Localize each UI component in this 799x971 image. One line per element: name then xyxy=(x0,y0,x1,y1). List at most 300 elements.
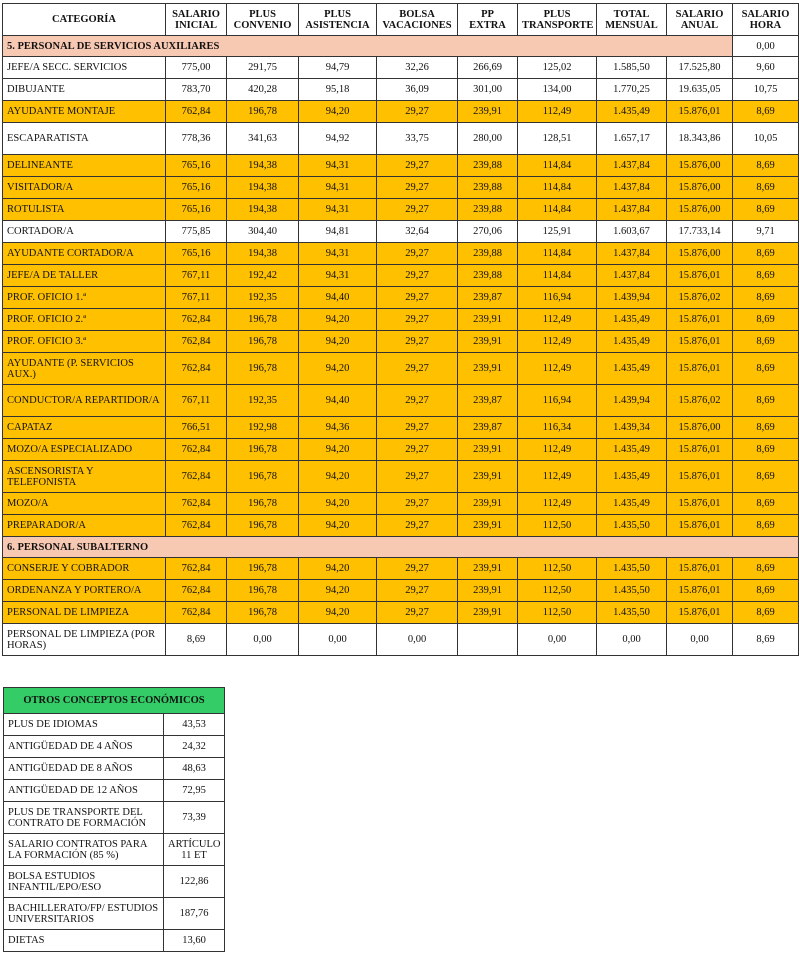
table-row xyxy=(3,57,799,79)
value-cell: 29,27 xyxy=(377,199,458,221)
value-cell: 29,27 xyxy=(377,602,458,624)
value-cell: 239,88 xyxy=(458,243,518,265)
value-cell: 1.437,84 xyxy=(597,177,667,199)
value-cell: 239,91 xyxy=(458,101,518,123)
value-cell: 15.876,00 xyxy=(667,417,733,439)
value-cell: 1.770,25 xyxy=(597,79,667,101)
value-cell: 765,16 xyxy=(166,199,227,221)
value-cell: 112,50 xyxy=(518,558,597,580)
value-cell: 94,81 xyxy=(299,221,377,243)
value-cell: 8,69 xyxy=(733,461,799,493)
category-cell: JEFE/A DE TALLER xyxy=(3,265,166,287)
value-cell: 1.439,94 xyxy=(597,385,667,417)
value-cell: 239,87 xyxy=(458,385,518,417)
table-row xyxy=(3,177,799,199)
value-cell: 239,88 xyxy=(458,155,518,177)
value-cell: 341,63 xyxy=(227,123,299,155)
value-cell: 239,88 xyxy=(458,265,518,287)
value-cell: 112,49 xyxy=(518,461,597,493)
value-cell: 112,49 xyxy=(518,493,597,515)
value-cell: 94,79 xyxy=(299,57,377,79)
value-cell: 94,31 xyxy=(299,155,377,177)
value-cell: 125,02 xyxy=(518,57,597,79)
value-cell: 775,00 xyxy=(166,57,227,79)
value-cell: 29,27 xyxy=(377,515,458,537)
value-cell: 15.876,01 xyxy=(667,493,733,515)
value-cell: 94,20 xyxy=(299,331,377,353)
value-cell: 1.435,49 xyxy=(597,101,667,123)
concept-label: DIETAS xyxy=(4,930,164,952)
value-cell: 194,38 xyxy=(227,199,299,221)
value-cell: 239,91 xyxy=(458,331,518,353)
value-cell: 15.876,01 xyxy=(667,461,733,493)
category-cell: MOZO/A ESPECIALIZADO xyxy=(3,439,166,461)
concept-label: ANTIGÜEDAD DE 12 AÑOS xyxy=(4,780,164,802)
header-plus-asistencia: PLUS ASISTENCIA xyxy=(299,4,377,36)
value-cell: 8,69 xyxy=(733,331,799,353)
value-cell: 266,69 xyxy=(458,57,518,79)
table-row xyxy=(3,493,799,515)
header-bolsa-vacaciones: BOLSA VACACIONES xyxy=(377,4,458,36)
value-cell: 32,26 xyxy=(377,57,458,79)
value-cell: 94,20 xyxy=(299,309,377,331)
value-cell: 0,00 xyxy=(299,624,377,656)
category-cell: ROTULISTA xyxy=(3,199,166,221)
value-cell: 29,27 xyxy=(377,309,458,331)
value-cell: 762,84 xyxy=(166,309,227,331)
value-cell: 767,11 xyxy=(166,287,227,309)
header-categoria: CATEGORÍA xyxy=(3,4,166,36)
section-title: 6. PERSONAL SUBALTERNO xyxy=(3,537,799,558)
category-cell: JEFE/A SECC. SERVICIOS xyxy=(3,57,166,79)
value-cell: 29,27 xyxy=(377,417,458,439)
value-cell: 0,00 xyxy=(667,624,733,656)
value-cell: 766,51 xyxy=(166,417,227,439)
concept-value: ARTÍCULO 11 ET xyxy=(164,834,225,866)
value-cell: 1.657,17 xyxy=(597,123,667,155)
value-cell: 1.435,50 xyxy=(597,558,667,580)
value-cell: 239,91 xyxy=(458,558,518,580)
value-cell: 239,87 xyxy=(458,287,518,309)
value-cell: 304,40 xyxy=(227,221,299,243)
value-cell: 8,69 xyxy=(733,417,799,439)
salary-table-body xyxy=(3,36,799,656)
table-row xyxy=(3,331,799,353)
table-row xyxy=(3,79,799,101)
value-cell: 32,64 xyxy=(377,221,458,243)
value-cell: 1.439,94 xyxy=(597,287,667,309)
value-cell: 112,50 xyxy=(518,580,597,602)
value-cell: 8,69 xyxy=(733,515,799,537)
value-cell: 116,34 xyxy=(518,417,597,439)
value-cell: 29,27 xyxy=(377,493,458,515)
list-item xyxy=(4,930,225,952)
value-cell: 8,69 xyxy=(733,353,799,385)
value-cell: 15.876,01 xyxy=(667,439,733,461)
list-item xyxy=(4,898,225,930)
value-cell: 10,05 xyxy=(733,123,799,155)
value-cell: 0,00 xyxy=(597,624,667,656)
header-total-mensual: TOTAL MENSUAL xyxy=(597,4,667,36)
category-cell: DELINEANTE xyxy=(3,155,166,177)
table-row xyxy=(3,265,799,287)
value-cell: 196,78 xyxy=(227,309,299,331)
value-cell: 8,69 xyxy=(733,243,799,265)
concept-label: BOLSA ESTUDIOS INFANTIL/EPO/ESO xyxy=(4,866,164,898)
value-cell: 29,27 xyxy=(377,331,458,353)
value-cell: 15.876,01 xyxy=(667,265,733,287)
value-cell: 765,16 xyxy=(166,155,227,177)
value-cell: 116,94 xyxy=(518,287,597,309)
section-header-5 xyxy=(3,36,799,57)
value-cell: 762,84 xyxy=(166,580,227,602)
value-cell: 196,78 xyxy=(227,461,299,493)
table-row xyxy=(3,461,799,493)
value-cell: 15.876,01 xyxy=(667,580,733,602)
table-row xyxy=(3,417,799,439)
other-concepts-table xyxy=(3,687,225,952)
value-cell: 15.876,00 xyxy=(667,155,733,177)
value-cell: 15.876,01 xyxy=(667,331,733,353)
value-cell: 29,27 xyxy=(377,385,458,417)
concept-value: 72,95 xyxy=(164,780,225,802)
value-cell: 280,00 xyxy=(458,123,518,155)
value-cell: 762,84 xyxy=(166,353,227,385)
value-cell: 94,31 xyxy=(299,265,377,287)
value-cell: 19.635,05 xyxy=(667,79,733,101)
value-cell: 29,27 xyxy=(377,265,458,287)
value-cell: 29,27 xyxy=(377,580,458,602)
value-cell: 114,84 xyxy=(518,265,597,287)
value-cell: 94,31 xyxy=(299,199,377,221)
value-cell: 15.876,00 xyxy=(667,199,733,221)
value-cell: 15.876,01 xyxy=(667,353,733,385)
concept-value: 48,63 xyxy=(164,758,225,780)
value-cell: 125,91 xyxy=(518,221,597,243)
value-cell: 15.876,01 xyxy=(667,101,733,123)
value-cell: 1.435,50 xyxy=(597,515,667,537)
value-cell: 767,11 xyxy=(166,265,227,287)
value-cell: 112,49 xyxy=(518,309,597,331)
value-cell: 1.437,84 xyxy=(597,155,667,177)
value-cell: 8,69 xyxy=(733,199,799,221)
table-row xyxy=(3,353,799,385)
value-cell: 1.437,84 xyxy=(597,265,667,287)
value-cell: 29,27 xyxy=(377,439,458,461)
value-cell: 239,91 xyxy=(458,602,518,624)
concept-label: SALARIO CONTRATOS PARA LA FORMACIÓN (85 %) xyxy=(4,834,164,866)
value-cell: 114,84 xyxy=(518,199,597,221)
value-cell: 762,84 xyxy=(166,331,227,353)
value-cell: 0,00 xyxy=(377,624,458,656)
other-concepts-body xyxy=(4,714,225,952)
value-cell: 239,87 xyxy=(458,417,518,439)
value-cell: 1.435,49 xyxy=(597,439,667,461)
value-cell: 94,92 xyxy=(299,123,377,155)
other-concepts-title: OTROS CONCEPTOS ECONÓMICOS xyxy=(4,688,225,714)
value-cell: 8,69 xyxy=(733,309,799,331)
value-cell: 94,36 xyxy=(299,417,377,439)
category-cell: CORTADOR/A xyxy=(3,221,166,243)
value-cell: 8,69 xyxy=(166,624,227,656)
list-item xyxy=(4,866,225,898)
category-cell: ASCENSORISTA Y TELEFONISTA xyxy=(3,461,166,493)
header-salario-anual: SALARIO ANUAL xyxy=(667,4,733,36)
table-row xyxy=(3,580,799,602)
value-cell: 94,20 xyxy=(299,439,377,461)
value-cell: 36,09 xyxy=(377,79,458,101)
value-cell: 775,85 xyxy=(166,221,227,243)
value-cell: 196,78 xyxy=(227,493,299,515)
value-cell: 192,42 xyxy=(227,265,299,287)
table-row xyxy=(3,287,799,309)
value-cell: 116,94 xyxy=(518,385,597,417)
value-cell: 29,27 xyxy=(377,287,458,309)
concept-value: 13,60 xyxy=(164,930,225,952)
section-title: 5. PERSONAL DE SERVICIOS AUXILIARES xyxy=(3,36,733,57)
section-hour-value: 0,00 xyxy=(733,36,799,57)
concept-label: ANTIGÜEDAD DE 4 AÑOS xyxy=(4,736,164,758)
category-cell: CONSERJE Y COBRADOR xyxy=(3,558,166,580)
category-cell: PROF. OFICIO 2.ª xyxy=(3,309,166,331)
value-cell: 196,78 xyxy=(227,515,299,537)
value-cell: 8,69 xyxy=(733,287,799,309)
value-cell: 196,78 xyxy=(227,439,299,461)
value-cell: 94,20 xyxy=(299,461,377,493)
category-cell: AYUDANTE (P. SERVICIOS AUX.) xyxy=(3,353,166,385)
value-cell: 94,31 xyxy=(299,177,377,199)
value-cell: 112,50 xyxy=(518,602,597,624)
value-cell: 194,38 xyxy=(227,155,299,177)
value-cell: 0,00 xyxy=(518,624,597,656)
value-cell: 9,60 xyxy=(733,57,799,79)
value-cell xyxy=(458,624,518,656)
value-cell: 1.435,49 xyxy=(597,493,667,515)
value-cell: 239,88 xyxy=(458,177,518,199)
category-cell: CONDUCTOR/A REPARTIDOR/A xyxy=(3,385,166,417)
value-cell: 134,00 xyxy=(518,79,597,101)
value-cell: 8,69 xyxy=(733,177,799,199)
value-cell: 15.876,00 xyxy=(667,243,733,265)
value-cell: 196,78 xyxy=(227,602,299,624)
value-cell: 29,27 xyxy=(377,177,458,199)
salary-table xyxy=(2,3,799,656)
value-cell: 1.435,49 xyxy=(597,353,667,385)
value-cell: 112,49 xyxy=(518,331,597,353)
value-cell: 29,27 xyxy=(377,558,458,580)
value-cell: 239,91 xyxy=(458,439,518,461)
concept-label: BACHILLERATO/FP/ ESTUDIOS UNIVERSITARIOS xyxy=(4,898,164,930)
value-cell: 29,27 xyxy=(377,461,458,493)
value-cell: 94,40 xyxy=(299,385,377,417)
category-cell: VISITADOR/A xyxy=(3,177,166,199)
value-cell: 8,69 xyxy=(733,101,799,123)
category-cell: CAPATAZ xyxy=(3,417,166,439)
header-salario-inicial: SALARIO INICIAL xyxy=(166,4,227,36)
value-cell: 762,84 xyxy=(166,439,227,461)
value-cell: 94,20 xyxy=(299,353,377,385)
value-cell: 765,16 xyxy=(166,243,227,265)
value-cell: 1.435,50 xyxy=(597,580,667,602)
table-row xyxy=(3,515,799,537)
value-cell: 767,11 xyxy=(166,385,227,417)
value-cell: 94,40 xyxy=(299,287,377,309)
list-item xyxy=(4,736,225,758)
concept-value: 187,76 xyxy=(164,898,225,930)
value-cell: 8,69 xyxy=(733,580,799,602)
value-cell: 762,84 xyxy=(166,558,227,580)
category-cell: MOZO/A xyxy=(3,493,166,515)
concept-label: PLUS DE TRANSPORTE DEL CONTRATO DE FORMACIÓN xyxy=(4,802,164,834)
value-cell: 196,78 xyxy=(227,331,299,353)
value-cell: 192,35 xyxy=(227,287,299,309)
value-cell: 95,18 xyxy=(299,79,377,101)
category-cell: PERSONAL DE LIMPIEZA xyxy=(3,602,166,624)
table-row xyxy=(3,243,799,265)
value-cell: 8,69 xyxy=(733,155,799,177)
category-cell: AYUDANTE CORTADOR/A xyxy=(3,243,166,265)
category-cell: ORDENANZA Y PORTERO/A xyxy=(3,580,166,602)
value-cell: 1.435,50 xyxy=(597,602,667,624)
value-cell: 94,20 xyxy=(299,558,377,580)
table-row xyxy=(3,385,799,417)
list-item xyxy=(4,758,225,780)
value-cell: 17.525,80 xyxy=(667,57,733,79)
value-cell: 8,69 xyxy=(733,385,799,417)
value-cell: 15.876,01 xyxy=(667,558,733,580)
concept-value: 122,86 xyxy=(164,866,225,898)
table-row xyxy=(3,221,799,243)
value-cell: 196,78 xyxy=(227,580,299,602)
value-cell: 8,69 xyxy=(733,493,799,515)
concept-value: 43,53 xyxy=(164,714,225,736)
value-cell: 29,27 xyxy=(377,101,458,123)
category-cell: DIBUJANTE xyxy=(3,79,166,101)
value-cell: 239,91 xyxy=(458,493,518,515)
table-row xyxy=(3,155,799,177)
value-cell: 94,20 xyxy=(299,101,377,123)
table-row xyxy=(3,309,799,331)
value-cell: 239,91 xyxy=(458,353,518,385)
category-cell: PREPARADOR/A xyxy=(3,515,166,537)
value-cell: 420,28 xyxy=(227,79,299,101)
value-cell: 10,75 xyxy=(733,79,799,101)
value-cell: 1.585,50 xyxy=(597,57,667,79)
value-cell: 29,27 xyxy=(377,243,458,265)
table-row xyxy=(3,123,799,155)
value-cell: 114,84 xyxy=(518,155,597,177)
table-row xyxy=(3,101,799,123)
header-salario-hora: SALARIO HORA xyxy=(733,4,799,36)
value-cell: 194,38 xyxy=(227,243,299,265)
value-cell: 762,84 xyxy=(166,602,227,624)
value-cell: 762,84 xyxy=(166,101,227,123)
value-cell: 196,78 xyxy=(227,558,299,580)
value-cell: 1.435,49 xyxy=(597,461,667,493)
value-cell: 112,49 xyxy=(518,439,597,461)
category-cell: AYUDANTE MONTAJE xyxy=(3,101,166,123)
value-cell: 239,91 xyxy=(458,309,518,331)
value-cell: 112,49 xyxy=(518,101,597,123)
value-cell: 94,20 xyxy=(299,515,377,537)
table-row xyxy=(3,199,799,221)
value-cell: 114,84 xyxy=(518,177,597,199)
value-cell: 29,27 xyxy=(377,353,458,385)
value-cell: 270,06 xyxy=(458,221,518,243)
value-cell: 94,20 xyxy=(299,493,377,515)
value-cell: 8,69 xyxy=(733,265,799,287)
concept-label: ANTIGÜEDAD DE 8 AÑOS xyxy=(4,758,164,780)
value-cell: 15.876,02 xyxy=(667,287,733,309)
value-cell: 762,84 xyxy=(166,493,227,515)
value-cell: 192,98 xyxy=(227,417,299,439)
category-cell: PERSONAL DE LIMPIEZA (POR HORAS) xyxy=(3,624,166,656)
value-cell: 239,91 xyxy=(458,580,518,602)
category-cell: PROF. OFICIO 1.ª xyxy=(3,287,166,309)
value-cell: 291,75 xyxy=(227,57,299,79)
value-cell: 194,38 xyxy=(227,177,299,199)
concept-label: PLUS DE IDIOMAS xyxy=(4,714,164,736)
value-cell: 762,84 xyxy=(166,461,227,493)
value-cell: 94,31 xyxy=(299,243,377,265)
value-cell: 239,91 xyxy=(458,515,518,537)
value-cell: 301,00 xyxy=(458,79,518,101)
value-cell: 33,75 xyxy=(377,123,458,155)
value-cell: 29,27 xyxy=(377,155,458,177)
value-cell: 15.876,02 xyxy=(667,385,733,417)
value-cell: 0,00 xyxy=(227,624,299,656)
list-item xyxy=(4,714,225,736)
value-cell: 128,51 xyxy=(518,123,597,155)
value-cell: 765,16 xyxy=(166,177,227,199)
header-plus-convenio: PLUS CONVENIO xyxy=(227,4,299,36)
other-concepts-header-row xyxy=(4,688,225,714)
value-cell: 196,78 xyxy=(227,101,299,123)
header-pp-extra: PP EXTRA xyxy=(458,4,518,36)
category-cell: PROF. OFICIO 3.ª xyxy=(3,331,166,353)
value-cell: 17.733,14 xyxy=(667,221,733,243)
value-cell: 778,36 xyxy=(166,123,227,155)
value-cell: 762,84 xyxy=(166,515,227,537)
header-row xyxy=(3,4,799,36)
value-cell: 18.343,86 xyxy=(667,123,733,155)
table-row xyxy=(3,624,799,656)
value-cell: 192,35 xyxy=(227,385,299,417)
value-cell: 8,69 xyxy=(733,558,799,580)
list-item xyxy=(4,802,225,834)
section-header-6 xyxy=(3,537,799,558)
table-row xyxy=(3,439,799,461)
value-cell: 114,84 xyxy=(518,243,597,265)
value-cell: 112,50 xyxy=(518,515,597,537)
value-cell: 9,71 xyxy=(733,221,799,243)
value-cell: 196,78 xyxy=(227,353,299,385)
value-cell: 1.603,67 xyxy=(597,221,667,243)
table-row xyxy=(3,602,799,624)
value-cell: 15.876,01 xyxy=(667,602,733,624)
value-cell: 239,88 xyxy=(458,199,518,221)
value-cell: 1.437,84 xyxy=(597,199,667,221)
value-cell: 8,69 xyxy=(733,439,799,461)
value-cell: 15.876,01 xyxy=(667,309,733,331)
value-cell: 1.437,84 xyxy=(597,243,667,265)
list-item xyxy=(4,780,225,802)
concept-value: 24,32 xyxy=(164,736,225,758)
value-cell: 1.435,49 xyxy=(597,309,667,331)
header-plus-transporte: PLUS TRANSPORTE xyxy=(518,4,597,36)
value-cell: 94,20 xyxy=(299,602,377,624)
value-cell: 15.876,01 xyxy=(667,515,733,537)
